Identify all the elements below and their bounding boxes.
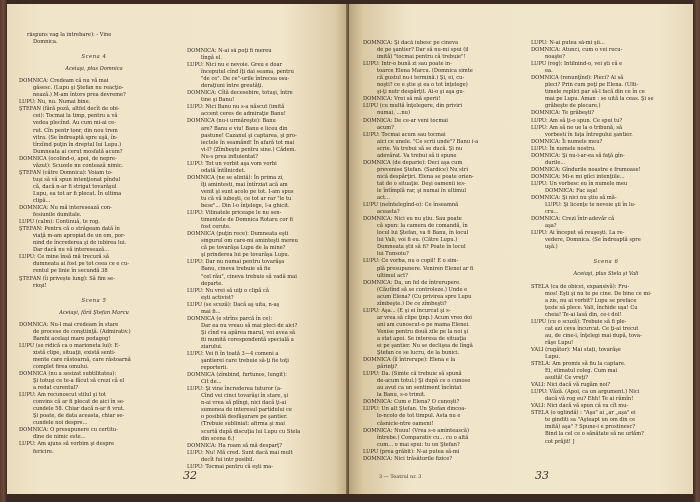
text-line: DOMNICA: Şi dacă iubesc pe cineva [363,40,459,46]
text-line: Dar ea nu vreau să mai pleci de aici? [201,322,298,329]
text-line: DOMNICA (e strîns parcă în ce): [187,315,273,322]
text-line: a redat curentul? [33,385,79,392]
text-line: căsnicie-ntre oameni! [377,420,434,427]
text-line: LUPU: Nici nu e nevoie. Greu e doar [187,62,283,69]
text-line: LUPU (prea grăbit): N-ai putea să-mi [363,448,460,455]
text-line: DOMNICA: Îi numele meu? [531,138,603,145]
left-page [7,4,349,494]
text-line: aşa? [545,223,557,230]
text-line: Lupu. [545,353,560,360]
text-line: vi-l? (Zîmbeşte pentru sine.) Cădem. [201,146,296,153]
text-line: rentul pe linie în secundă 38 [33,268,108,275]
text-line: LUPU (rog): Intilnind-o, vei şti că e [531,61,623,68]
text-line: LUPU: Ai început să reuşeşti. La re- [531,230,625,237]
text-line: mente care răstoarnă, care răstoarnă [33,356,131,363]
text-line: imită) "tocmai pentru că trebuie"! [377,54,466,61]
text-line: de-acum totul.) Şi după ce o cunose [377,378,471,385]
text-line: iectele în seamănd! În afară tot mai [201,139,295,146]
text-line: şantierei care trebuie să-ţi fie toţi [201,358,289,365]
text-line: ultimul act? [377,272,408,279]
text-line: reporterii. [201,365,228,372]
text-line: adevărat. Va trebui să ii spune [377,152,457,159]
text-line: LUPU: Am să ţi-o spun. Ce spui tu? [531,117,623,124]
text-line: noşti? ce e ştie şi ea o tot înţelege) [377,82,468,89]
text-line: găsesc. (Lupu şi Ştefan nu reacţio- [33,85,124,92]
text-line: întrebe.) Comparativ cu... cu o altă [377,434,469,441]
text-line: ea. [545,68,553,75]
right-page-column-2 [531,40,681,446]
text-line: timentele de Domnica Rotaru cor fi [201,217,293,224]
text-line: clipă... [33,197,51,204]
text-line: (Căutînd să se controleze.) Unde e [377,286,468,293]
text-line: cundele 58. Chiar dacă n-ar fi vrut. [33,406,125,413]
text-line: LUPU (cu multă înţelegere, din priviri [363,103,462,110]
text-line: ŞTEFAN (fără poză, altfel decît de obi- [19,106,120,113]
text-line: Cînd vei cinci tovarăşi în stare, şi [201,393,289,400]
text-line: nind de încrederea şi de iubirea lui. [33,240,127,247]
text-line: rut. Cîn pentr tonr, din nou trem [33,127,118,134]
text-line: şi-ţi nutr despărţit. Ai-o şi aşa gu- [377,89,465,96]
text-line: le întîmplă rar, şi numai în ultimul [377,187,467,194]
text-line: au avut ca un sentiment încîntat [377,385,462,392]
text-line: prevenise Ştefan. (Sardice) Nu stri [377,166,468,173]
text-line: DOMNICA (zîmbind, furtunos, lungit): [187,372,287,379]
text-line: tat de o situaţie. Deşi oamenii ies- [377,180,466,187]
text-line: Ştefan ce se lucru, de la bunici. [377,350,460,357]
text-line: Domnica. [33,39,58,46]
text-line: timele replici par să-l facă din ce în ce [545,89,645,96]
text-line: bese"... Din l-o înţelege, l-a ghicit. [201,203,290,210]
text-line: DOMNICA: Te grăbeşti? [531,110,595,117]
text-line: a zis, nu ai vorbit? Lupu se preface [545,297,637,304]
text-line: DOMNICA: Vrei să mă sperii! [363,96,441,103]
text-line [531,251,681,256]
text-line: are? Banu e viu! Banu e liceu din [201,125,288,132]
left-page-column-1 [19,32,169,456]
text-line: grăbeşte de plecare.) [545,103,601,110]
text-line: LUPU: Şi vine încrederea tuturor (a- [187,386,282,393]
text-line: pleci? Prin cum poţi pe Elena. (Ulti- [545,82,639,89]
text-line: eşti activist? [201,294,234,301]
text-line: Bind la cel ce o sănătate să ne urlăm? [545,431,644,438]
text-line: acum Elena? (Cu privirea spre Lupu [377,293,472,300]
text-line: DOMNICA: Da, un fel de întrerupere. [363,279,461,286]
text-line: de pe şantier? Dar să nu-mi spui (il [377,47,469,54]
text-line: DOMNICA (ne se alintă): În prima zi, [187,174,284,181]
text-line: de procese de conştiinţă. (Admirativ.) [33,328,131,335]
text-line [19,46,169,51]
right-page-column-1 [363,40,513,463]
text-line: LUPU: Nu vrei să uiţi o clipă că [187,287,269,294]
text-line: şi prinderea lui pe tovarăşa Lupu. [201,252,290,259]
text-line: aceasta? [377,209,400,216]
text-line: ŞTEFAN: Pentru că o străgeam dată în [19,226,120,233]
text-line: vorbesti în faţa întregului şantier. [545,131,633,138]
text-line: vedea plecînd. Au cum mi-ai ce- [33,120,116,127]
text-line: VALI: Nici dacă vă spun că va cît mu- [531,403,629,410]
text-line: cei): Tocmai la timp, pentru a vă [33,113,118,120]
scene-heading: Aceiaşi, plus Domnica [65,66,123,73]
text-line: LUPU: Nu, nu. Numai bine. [19,99,91,106]
text-line: VALI: Nici dacă vă rugăm noi? [531,382,611,389]
text-line: n-ai vrea să plîngi, nici dacă ţi-ai [201,400,287,407]
text-line: deraţiuni între greutăţi. [201,83,264,90]
text-line: lo-ncolo de tot timpul. Asta nu e [377,413,461,420]
text-line: VALI (rugător): Mai stați, tovarăşe [531,346,621,353]
text-line: DOMNICA (puţin rece): Dumneata eşti [187,231,289,238]
text-line: (Trebuie subliniat: afirma şi mai [201,421,285,428]
text-line: act... [377,195,390,202]
text-line: DOMNICA: Ha roam să mă desparţ? [187,442,282,449]
text-line: Lupu, ea tot ar fi plecat. În ultima [33,190,122,197]
text-line: LUPU: N-ai putea să-mi şii... [531,40,605,46]
text-line: LUPU: Am recunoscut stilul şi tot [19,392,106,399]
text-line: singurul om care-mi aminteşti mereu [201,238,298,245]
text-line: DOMNICA (ocolind-o, apoi, de nepre- [19,155,117,162]
text-line: imită) aşa" ? Spune-i e prostinesc? [545,424,636,431]
text-line: ŞTEFAN (îi privește lung): Să fim se- [19,275,115,282]
text-line: LUPU: Şi licenţe te nevoie şii în lu- [545,202,636,209]
text-line: că spun: la camera de comandă, în [377,223,468,230]
text-line: cot prăjit! ] [545,438,575,445]
text-line: mos! Eşti şi nu te pe cine. De bine ce mi- [545,290,652,297]
text-line: că gustul nu-i termină.) Şi, ei, cu- [377,75,465,82]
text-line: părinţi? [377,364,398,371]
text-line: dumneata ai fost pe tot ceea ce e cu- [33,261,129,268]
text-line: locul lui Ştefan, va fi Banu, în locul [377,230,469,237]
text-line: asultă! Ce vreţi? [545,375,588,382]
text-line: mai pe Lupu. Aman : se uită la ceas. Şi se [545,96,654,103]
text-line: pastune! Cazanul şi captarea, şi pro- [201,132,297,139]
text-line: DOMNICA (renunţînd): Pleci? Ai să [531,75,624,82]
text-line: convins că ar fi plecat de aici în se- [33,399,125,406]
text-line: te ginditi sa "Aşteapt un om din ce [545,417,636,424]
text-line: mai fi... [201,308,221,315]
text-line: LUPU: Văză. (Apoi, ca un argument.) Nici [531,389,640,396]
scene-heading: Scena 5 [81,297,107,304]
text-line: durile... [545,159,566,166]
text-line: a stat apoi. Se interesa de situaţia [377,335,467,342]
text-line: tine şi Banu! [201,97,235,104]
text-line: DOMNICA: N-ai să poţi fi mereu [187,48,272,54]
text-line: uşă.) [545,244,558,251]
text-line: ei pe şantier. Nu se declişea de lîngă [377,343,473,350]
text-line: DOMNICA: Fac aşa! [545,187,598,194]
text-line: LUPU: Tocmai acum sau tocmai [363,131,446,138]
text-line: Nu-s prea influientat? [201,153,258,160]
text-line: tuşi să vă spun intenţionat pîndul [33,176,121,183]
text-line: răşe Lupu! [545,339,574,346]
text-line: DOMNICA: Nici trăsăturile fizice? [363,455,452,462]
text-line: acum? [377,124,394,131]
text-line: cru... [545,209,559,216]
text-line: Banu, cineva trebuie să fie [201,266,271,273]
text-line: tîrzîind puţin în dreptul lui Lupu.) [33,141,122,148]
text-line: Şi cînd va apărea marul, voi avea să [201,329,296,336]
text-line: fesiunile dumitale. [33,212,82,219]
text-line: xistă clipe, situaţii, există senti- [33,349,116,356]
text-line: o posibilă desfăşurare pe şantier. [201,414,288,421]
text-line: fericire. [33,448,54,455]
text-line: ŞTEFAN (către Domnica): Voiam to- [19,169,113,176]
text-line: LUPU: Un alt Ştefan. Un Ştefan dincoa- [363,406,467,413]
text-line: LUPU: Ce vorba, nu o copil! E o sim- [363,258,459,265]
text-line: odată întîlnicdet. [201,167,246,174]
text-line: LUPU: Un vorbesc eu în numele meu [531,180,628,187]
text-line: cat azi ceva încurcat. Ce ţi-ai trecut [545,325,639,332]
text-line: lui Tunsoiu? [377,251,409,258]
text-line: DOMNICA: Nuuu! (Vrea s-o amintească) [363,427,469,434]
text-line: LUPU (neîntelegînd-o): Ce înseamnă [363,202,459,209]
text-line: toarce Elena Marcu. (Domnica simte [377,68,473,75]
right-page-number: 33 [535,469,549,482]
text-line: DOMNICA: Atunci, cum o vei recu- [531,47,623,54]
text-line: LUPU: Am ajuns să vorbim şi despre [19,441,115,448]
text-line: LUPU: În numele nostru. [531,145,596,152]
text-line: ziarului. [201,343,223,350]
text-line: au, de cine-i, înţelegi mai după, tova- [545,332,642,339]
text-line: Dumneata ştii să fi? Poate în locul [377,244,466,251]
text-line: DOMNICA: Gîndurile noastre e frumoase! [531,166,641,173]
text-line: DOMNICA: Cum e Elena? O cunoşti? [363,399,460,406]
text-line: aici ce unele. "Ce scrii unde"? Banu i-a [377,138,479,145]
text-line: vedere, Domnica. (Se îndreaptă spre [545,237,641,244]
text-line: dine de nimic este... [33,434,86,441]
text-line: fii numită corespondentă specială a [201,336,294,343]
text-line: DOMNICA: O presupunere cu certitu- [19,427,118,434]
text-line: Venise pentru două zile pe la noi şi [377,328,469,335]
text-line: DOMNICA: Mi-e mi giîci intenţiile... [531,173,625,180]
text-line: venit şi sunt acolo pe tot. I-am spus [201,188,294,195]
text-line: LUPU: Am să ne ue la o tribună, să [531,124,623,131]
text-line: decît fui intr posibil. [201,456,255,463]
left-page-number: 32 [183,469,197,482]
text-line: viaţă m-am apropiat de un om, por- [33,233,126,240]
text-line: LUPU: Da. (Simte că trebuie să spună [363,371,462,378]
text-line: DOMNICA: Nu mă interesează con- [19,205,112,212]
right-page-footer-note: 3 — Teatrul nr. 3 [379,474,422,480]
text-line: zîmbeşte.) De ce zîmbeşti? [377,300,447,307]
text-line: văzut): Scuzele nu contează nimic. [33,162,124,169]
text-line [19,290,169,295]
text-line: ţeste să plece. Vali, închide uşa! Cu [545,304,638,311]
text-line: "de ce". De ce"-urile întrecea osu- [201,76,290,83]
text-line: STELA (o oglindă) : "Aşa" ai „ar „aşa" ei [531,410,636,417]
text-line: LUPU: Tocmai pentru că eşti ma- [187,463,273,470]
text-line: STELA (ca de obicei, expansivă): Fru- [531,283,630,290]
text-line: DOMNICA: Şi nu-i-ar-ea să faţă gîn- [531,152,625,159]
text-line: DOMNICA (de deparie): Deci aşa cum [363,159,463,166]
text-line: LUPU: Tot un vorbit aşa vom vorbi [187,160,277,167]
text-line: departe. [201,280,223,287]
text-line: DOMNICA (îl întrerupe): Elena e la [363,357,456,364]
text-line: că pe tovarăşa Lupu de la mine? [201,245,286,252]
text-line: Dumneata ai cerut mosfată acum? [33,148,123,155]
right-page [349,4,693,494]
text-line: DOMNICA: De ce-ar veni tocmai [363,117,448,124]
text-line: LUPU (se ridică ca o marioneta lui): E- [19,342,120,349]
text-line: cum... o mai spui: tu un Ştefan? [377,441,460,448]
text-line: tu că vă iubeşti, ce tot ar rar "le tu [201,195,292,202]
scene-heading: Aceiaşi, plus Stela şi Vali [573,271,639,278]
text-line: accent ceres de admiraţie Banu! [201,111,286,118]
text-line: DOMNICA: Nu-l mai credeam în stare [19,321,119,328]
text-line: DOMNICA (nu-i urmăreşte): Banu [187,118,276,125]
text-line: sumenea de interesul partidului ce [201,407,292,414]
text-line: DOMNICA: Şi nici nu ştiu să mă- [531,195,617,202]
text-line: LUPU: Aşa... (E şi ei încurcat şi s- [363,307,451,314]
text-line: Bambi acelaşi mare pedagog! [33,335,111,342]
text-line [187,471,337,478]
text-line: Şi totuşi ce te-a făcut să crezi că el [33,378,125,385]
text-line: rioşi! [33,282,47,289]
text-line: că, dacă n-ar fi strigat tovarăşul [33,183,117,190]
text-line: începutul cînd îţi dai seama, pentru [201,69,294,76]
text-line: numai, ...nu) [377,110,411,117]
text-line: LUPU (cu o scuză): Trebuie să fi ple- [531,318,627,325]
text-line: la Banu, s-o trimit. [377,392,426,399]
text-line: complet firea omului. [33,363,89,370]
scene-heading: Scena 4 [81,54,107,61]
text-line: ani am cunoscut-o pe mama Elenei. [377,321,470,328]
text-line: LUPU: Vei fi în toată 3—4 comeni a [187,351,279,358]
text-line: LUPU (se scuză): Dacă aş uita, n-aş [187,301,280,308]
scene-heading: Aceiaşi, fără Ştefan Marcu [59,309,129,316]
text-line: cheia! Te-ai lasă din, ce-i dol! [545,311,622,318]
text-line: Şi poate, de data aceasta, chiar se- [33,413,125,420]
text-line: scurtă după discuţia lui Lupu cu Stela [201,428,301,435]
text-line: lui Vali, voi fi eu. (Către Lupu.) [377,237,458,244]
text-line: LUPU: Nu! Mă cred. Sunt dacă mai mult [187,449,293,456]
text-line: îţi amintesti, mai întîrziat acă am [201,181,288,188]
text-line: LUPU: Vilinatele priceape le nu sen- [187,210,282,217]
text-line: fost cerute. [201,224,231,231]
text-line: DOMNICA: Cîtă decesebire, totuşi, între [187,90,293,97]
text-line: LUPU: Nici Banu nu s-a născut (imită [187,104,285,111]
text-line: nică despărţiri. Elena se poate orien- [377,173,474,180]
text-line: din scena 6.) [201,435,235,442]
text-line: ar vrea să clipe ţinp.) Acum vreo doi [377,314,472,321]
text-line: răspuns vag la întrebare): - Vine [27,32,112,38]
text-line: DOMNICA: Credeam că nu vă mai [19,78,109,85]
left-page-column-2 [187,48,337,478]
text-line: plă presupunere. Veniren Elenei ar fi [377,265,474,272]
text-line: scrie. Va trebui să se ducă. Şi nu [377,145,463,152]
text-line: "cel rău", cineva trebuie să vadă mai [201,273,297,280]
text-line: LUPU (calm): Continuă, te rog. [19,219,100,226]
text-line: LUPU: Intr-o bună zi sau poate in- [363,61,452,68]
text-line: noaşte? [545,54,565,61]
text-line: STELA: Am promis să fiu la captare. [531,361,626,368]
text-line: DOMNICA: Crezi într-adevăr că [531,216,615,223]
scene-heading: Scena 6 [593,259,619,266]
text-line: nează.) M-am întors prea devreme? [33,92,126,99]
text-line: DOMNICA (nu a sesizat subtilitatea): [19,371,117,378]
text-line: vitra. (Se îndreaptă spre uşă, în- [33,134,118,141]
text-line: Ei, stimatul coleg. Cum mai [545,368,618,375]
text-line: Dar dacă nu vă interesează... [33,247,110,254]
text-line: LUPU: Dar nu numai pentru tovarăşa [187,259,285,266]
text-line: Cit de... [201,379,222,386]
text-line: LUPU: Ce mine însă mă trecură să [19,254,109,261]
text-line: cundele noi despre... [33,420,88,427]
text-line: dacă vă rog eu? Ehh! Te ai râmîn! [545,396,634,403]
text-line: DOMNICA: Nici eu nu ştiu. Sau poate [363,216,462,223]
text-line: lîngă el. [201,55,222,62]
